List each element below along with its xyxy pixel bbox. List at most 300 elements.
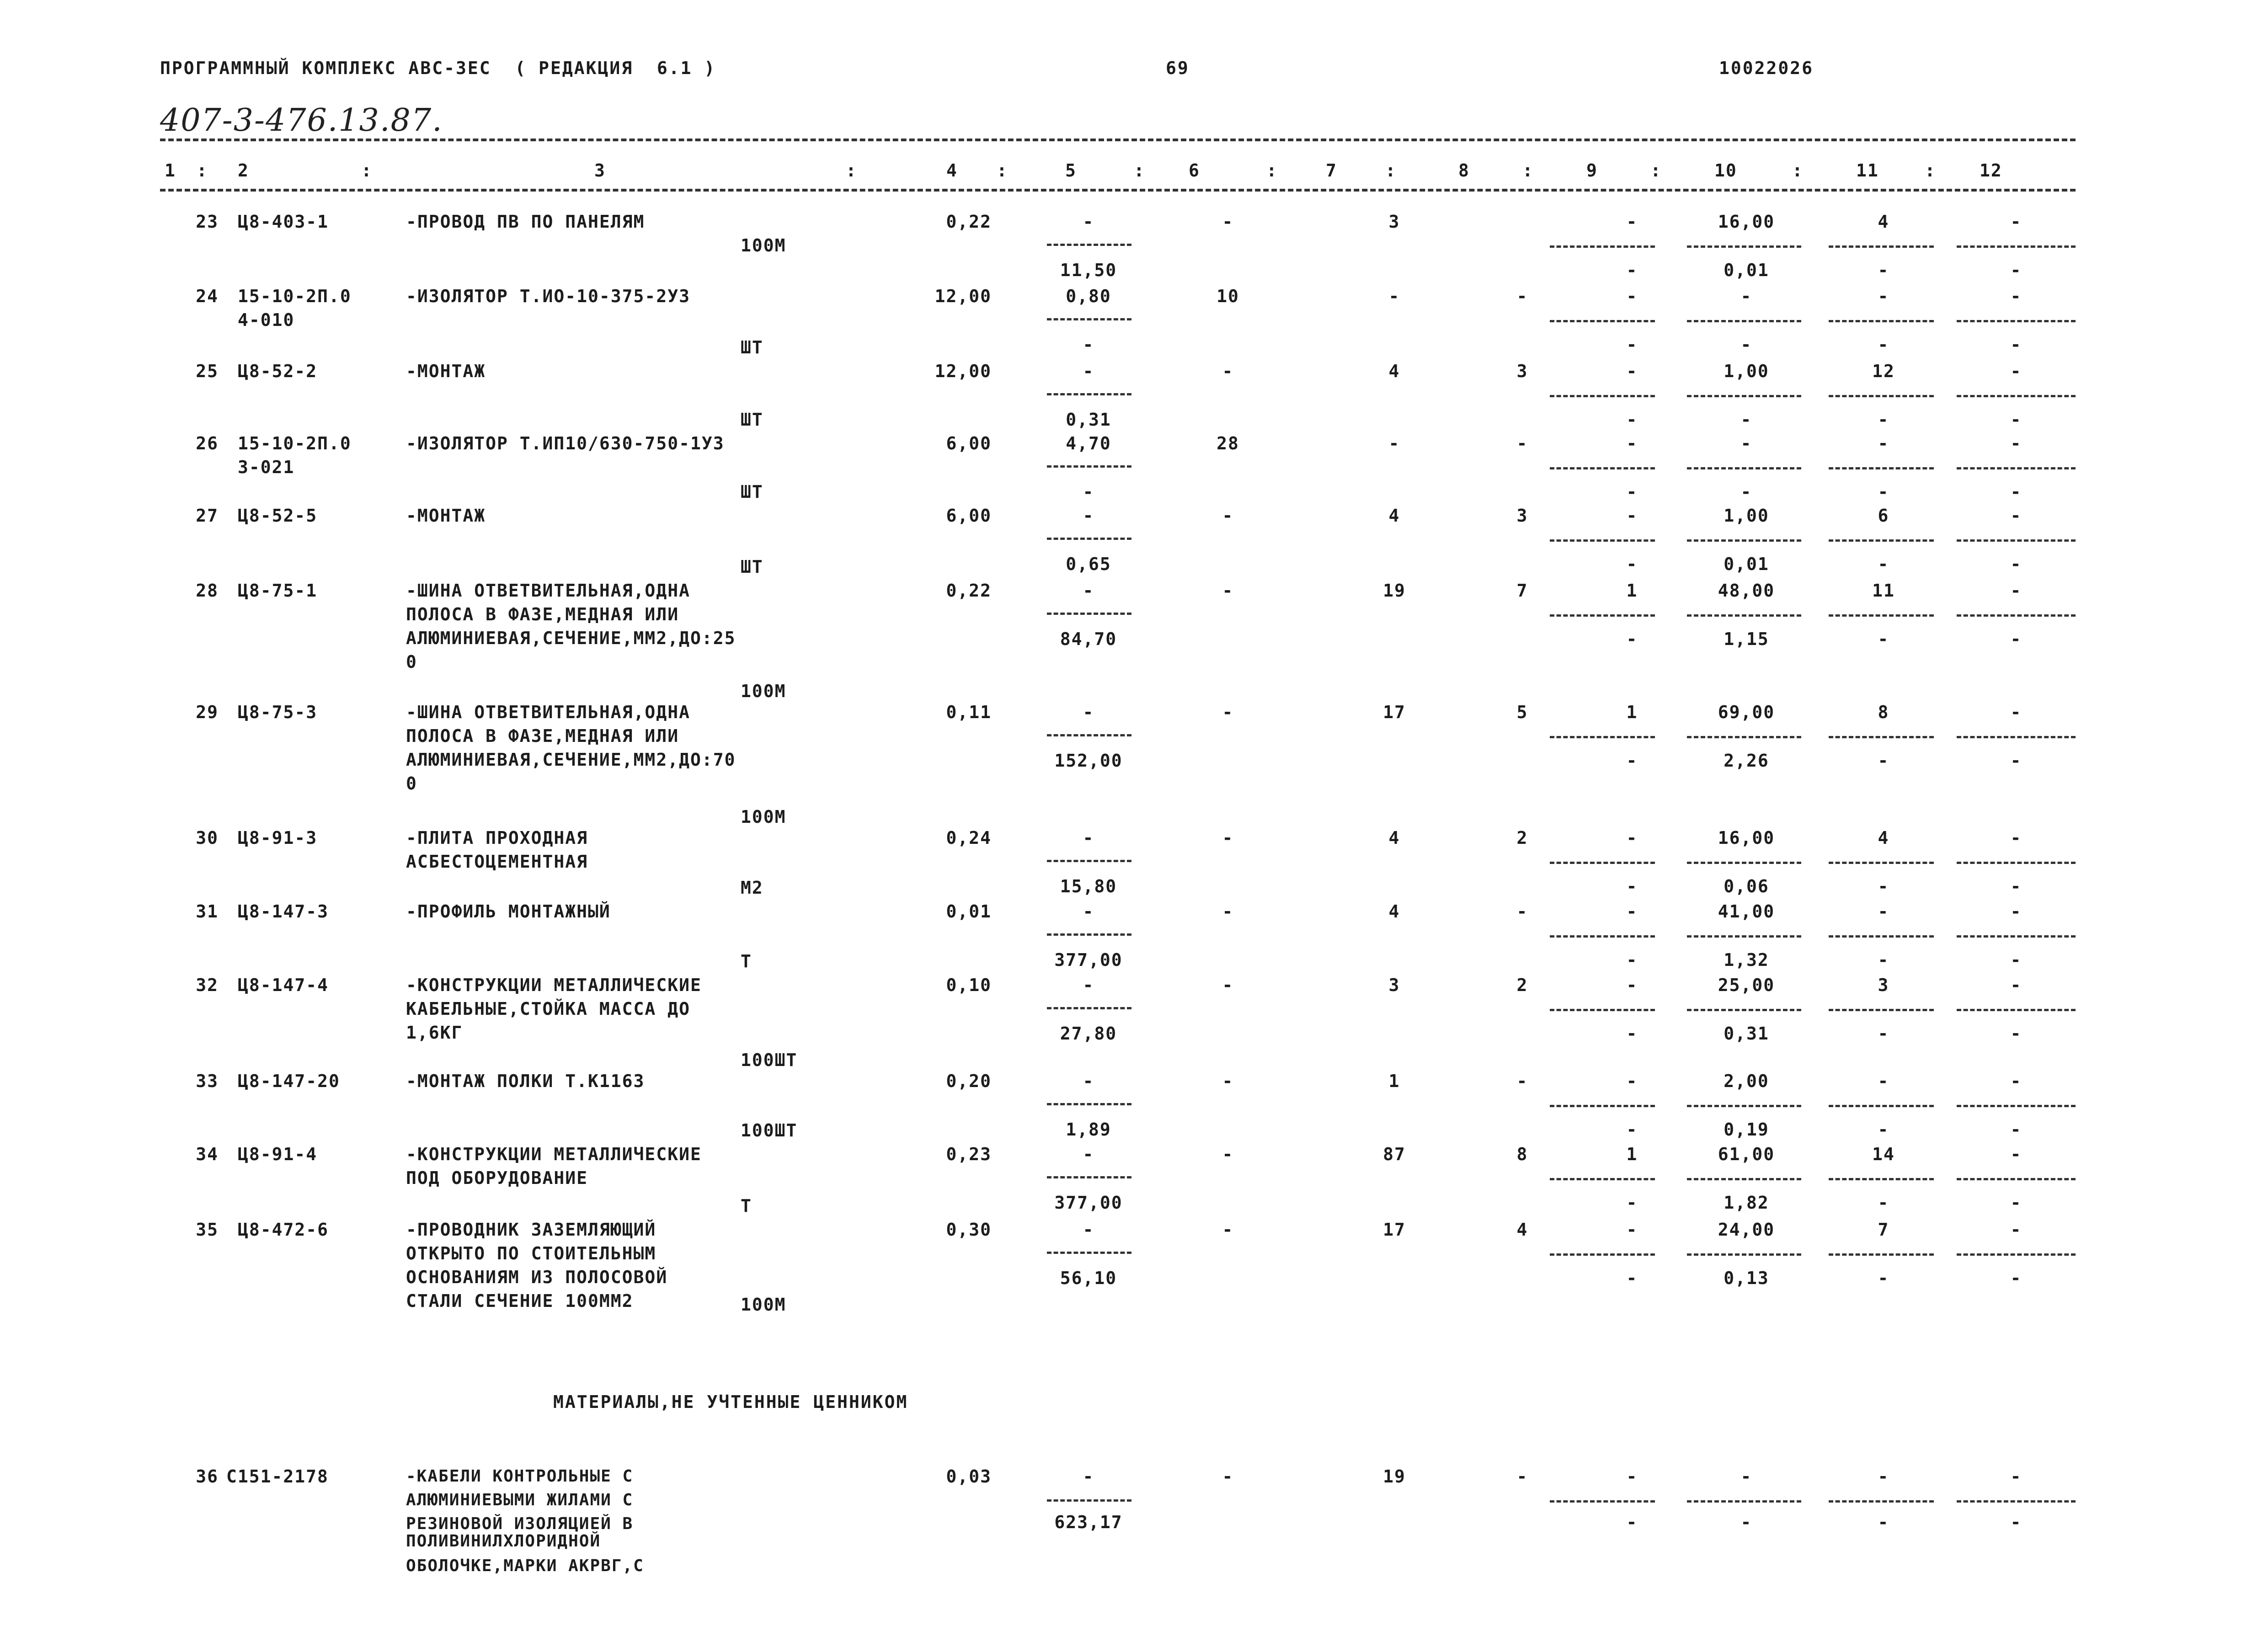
- row-code: Ц8-91-3: [238, 828, 318, 848]
- cell-col8: 7: [1516, 581, 1528, 601]
- cell-col7: 87: [1383, 1144, 1406, 1164]
- row-subrule: [1957, 935, 2076, 938]
- row-subrule: [1957, 1009, 2076, 1011]
- cell-col9-sub: -: [1626, 751, 1638, 771]
- cell-col8: -: [1516, 433, 1528, 453]
- cell-col10: -: [1740, 286, 1752, 306]
- cell-col4: 0,11: [946, 702, 992, 722]
- cell-col11: -: [1878, 433, 1889, 453]
- cell-col9: -: [1626, 975, 1638, 995]
- column-header-2: 2: [238, 160, 249, 181]
- row-subrule: [1829, 245, 1934, 248]
- cell-col10: 41,00: [1718, 901, 1775, 922]
- row-subrule: [1687, 467, 1801, 469]
- cell-col12: -: [2010, 828, 2022, 848]
- column-header-1: 1: [165, 160, 176, 181]
- row-code: Ц8-91-4: [238, 1144, 318, 1164]
- column-header-8: 8: [1458, 160, 1470, 181]
- row-unit: ШТ: [741, 337, 763, 357]
- row-subrule: [1687, 539, 1801, 542]
- cell-col11-sub: -: [1878, 1512, 1889, 1532]
- row-code: Ц8-52-2: [238, 361, 318, 381]
- row-number: 34: [196, 1144, 219, 1164]
- cell-col4: 0,24: [946, 828, 992, 848]
- row-description: 0: [406, 652, 417, 672]
- cell-col9: -: [1626, 361, 1638, 381]
- cell-col6: -: [1222, 361, 1234, 381]
- row-description: -ПРОФИЛЬ МОНТАЖНЫЙ: [406, 901, 611, 922]
- cell-col5: -: [1083, 1220, 1094, 1240]
- cell-col8: 2: [1516, 975, 1528, 995]
- cell-col5-sub: 152,00: [1054, 751, 1123, 771]
- cell-col10-sub: 0,19: [1724, 1119, 1769, 1140]
- row-number: 33: [196, 1071, 219, 1091]
- row-description: -МОНТАЖ: [406, 506, 486, 526]
- cell-col5: 4,70: [1066, 433, 1111, 453]
- cell-col5-sub: 84,70: [1060, 629, 1117, 649]
- cell-col10: 61,00: [1718, 1144, 1775, 1164]
- row-description: -ШИНА ОТВЕТВИТЕЛЬНАЯ,ОДНА: [406, 581, 690, 601]
- cell-col5: -: [1083, 361, 1094, 381]
- cell-col12: -: [2010, 1144, 2022, 1164]
- row-number: 26: [196, 433, 219, 453]
- cell-col10-sub: 0,01: [1724, 554, 1769, 574]
- row-subrule: [1550, 320, 1655, 322]
- cell-col12: -: [2010, 1466, 2022, 1487]
- cell-col12-sub: -: [2010, 410, 2022, 430]
- cell-col6: -: [1222, 1144, 1234, 1164]
- row-subrule: [1550, 614, 1655, 617]
- cell-col12-sub: -: [2010, 1023, 2022, 1044]
- row-subrule: [1047, 1176, 1131, 1178]
- cell-col5: -: [1083, 506, 1094, 526]
- cell-col4: 0,03: [946, 1466, 992, 1487]
- cell-col10-sub: -: [1740, 410, 1752, 430]
- cell-col5-sub: -: [1083, 482, 1094, 502]
- column-separator: :: [846, 160, 857, 181]
- cell-col5-sub: 623,17: [1054, 1512, 1123, 1532]
- row-subrule: [1829, 539, 1934, 542]
- cell-col11-sub: -: [1878, 1193, 1889, 1213]
- cell-col9-sub: -: [1626, 482, 1638, 502]
- cell-col4: 0,01: [946, 901, 992, 922]
- cell-col11: 6: [1878, 506, 1889, 526]
- cell-col11: -: [1878, 286, 1889, 306]
- cell-col6: 28: [1217, 433, 1239, 453]
- row-subrule: [1687, 614, 1801, 617]
- cell-col12-sub: -: [2010, 1268, 2022, 1288]
- cell-col9: -: [1626, 1071, 1638, 1091]
- cell-col9-sub: -: [1626, 1512, 1638, 1532]
- cell-col4: 0,22: [946, 581, 992, 601]
- cell-col5-sub: 1,89: [1066, 1119, 1111, 1140]
- cell-col6: -: [1222, 212, 1234, 232]
- cell-col5-sub: 11,50: [1060, 260, 1117, 280]
- row-subrule: [1687, 1253, 1801, 1256]
- cell-col8: 4: [1516, 1220, 1528, 1240]
- cell-col12: -: [2010, 212, 2022, 232]
- row-code: Ц8-75-3: [238, 702, 318, 722]
- row-number: 28: [196, 581, 219, 601]
- cell-col7: 4: [1388, 361, 1400, 381]
- cell-col12-sub: -: [2010, 751, 2022, 771]
- cell-col9: -: [1626, 1220, 1638, 1240]
- cell-col10: 1,00: [1724, 361, 1769, 381]
- row-subrule: [1957, 467, 2076, 469]
- cell-col9-sub: -: [1626, 950, 1638, 970]
- cell-col11: 12: [1872, 361, 1895, 381]
- row-unit: 100М: [741, 681, 786, 701]
- cell-col5: -: [1083, 212, 1094, 232]
- cell-col7: 1: [1388, 1071, 1400, 1091]
- cell-col9-sub: -: [1626, 876, 1638, 896]
- row-subrule: [1550, 935, 1655, 938]
- cell-col9: -: [1626, 901, 1638, 922]
- cell-col11: 14: [1872, 1144, 1895, 1164]
- row-subrule: [1829, 395, 1934, 397]
- cell-col11: 3: [1878, 975, 1889, 995]
- row-description: 0: [406, 773, 417, 794]
- cell-col4: 12,00: [934, 361, 992, 381]
- row-subrule: [1957, 1500, 2076, 1503]
- cell-col7: 4: [1388, 506, 1400, 526]
- row-description: АЛЮМИНИЕВАЯ,СЕЧЕНИЕ,ММ2,ДО:25: [406, 628, 736, 648]
- row-subrule: [1687, 1500, 1801, 1503]
- row-description: -МОНТАЖ: [406, 361, 486, 381]
- cell-col11-sub: -: [1878, 335, 1889, 355]
- cell-col4: 0,30: [946, 1220, 992, 1240]
- row-subrule: [1550, 395, 1655, 397]
- cell-col9: -: [1626, 506, 1638, 526]
- cell-col7: 17: [1383, 702, 1406, 722]
- cell-col12: -: [2010, 1220, 2022, 1240]
- column-header-6: 6: [1189, 160, 1200, 181]
- row-number: 24: [196, 286, 219, 306]
- cell-col12-sub: -: [2010, 1193, 2022, 1213]
- cell-col6: -: [1222, 1220, 1234, 1240]
- cell-col12: -: [2010, 286, 2022, 306]
- cell-col10-sub: 1,82: [1724, 1193, 1769, 1213]
- cell-col10: 24,00: [1718, 1220, 1775, 1240]
- row-subrule: [1957, 736, 2076, 738]
- column-separator: :: [1650, 160, 1662, 181]
- row-subrule: [1047, 933, 1131, 936]
- cell-col5: -: [1083, 581, 1094, 601]
- cell-col10-sub: 2,26: [1724, 751, 1769, 771]
- cell-col7: 4: [1388, 901, 1400, 922]
- row-subrule: [1829, 1105, 1934, 1107]
- row-number: 35: [196, 1220, 219, 1240]
- row-number: 36: [196, 1466, 219, 1487]
- row-description: ОСНОВАНИЯМ ИЗ ПОЛОСОВОЙ: [406, 1267, 668, 1287]
- cell-col10: 48,00: [1718, 581, 1775, 601]
- cell-col4: 12,00: [934, 286, 992, 306]
- cell-col5: -: [1083, 702, 1094, 722]
- row-code: Ц8-403-1: [238, 212, 329, 232]
- row-unit: 100ШТ: [741, 1050, 798, 1070]
- row-number: 32: [196, 975, 219, 995]
- cell-col10-sub: -: [1740, 482, 1752, 502]
- cell-col9-sub: -: [1626, 260, 1638, 280]
- cell-col12: -: [2010, 506, 2022, 526]
- section-title: МАТЕРИАЛЫ,НЕ УЧТЕННЫЕ ЦЕННИКОМ: [553, 1392, 908, 1412]
- cell-col8: 8: [1516, 1144, 1528, 1164]
- cell-col5: -: [1083, 1071, 1094, 1091]
- row-subrule: [1047, 244, 1131, 246]
- cell-col11-sub: -: [1878, 629, 1889, 649]
- cell-col10-sub: -: [1740, 1512, 1752, 1532]
- cell-col11-sub: -: [1878, 1023, 1889, 1044]
- cell-col10: 16,00: [1718, 828, 1775, 848]
- row-subrule: [1957, 320, 2076, 322]
- row-description: ПОД ОБОРУДОВАНИЕ: [406, 1168, 588, 1188]
- cell-col12-sub: -: [2010, 482, 2022, 502]
- row-subrule: [1687, 395, 1801, 397]
- row-subrule: [1047, 613, 1131, 615]
- row-description: -ПЛИТА ПРОХОДНАЯ: [406, 828, 588, 848]
- cell-col10-sub: -: [1740, 335, 1752, 355]
- cell-col11: 7: [1878, 1220, 1889, 1240]
- column-header-12: 12: [1980, 160, 2002, 181]
- row-description: -ПРОВОДНИК ЗАЗЕМЛЯЮЩИЙ: [406, 1220, 656, 1240]
- cell-col5-sub: 377,00: [1054, 950, 1123, 970]
- row-code: 15-10-2П.0: [238, 433, 352, 453]
- row-subrule: [1829, 935, 1934, 938]
- row-subrule: [1550, 862, 1655, 864]
- cell-col9-sub: -: [1626, 1268, 1638, 1288]
- cell-col12: -: [2010, 702, 2022, 722]
- cell-col11-sub: -: [1878, 482, 1889, 502]
- cell-col8: 3: [1516, 506, 1528, 526]
- row-description: -МОНТАЖ ПОЛКИ Т.К1163: [406, 1071, 645, 1091]
- row-description: АЛЮМИНИЕВАЯ,СЕЧЕНИЕ,ММ2,ДО:70: [406, 750, 736, 770]
- cell-col5-sub: 377,00: [1054, 1193, 1123, 1213]
- cell-col6: -: [1222, 901, 1234, 922]
- program-title: ПРОГРАММНЫЙ КОМПЛЕКС АВС-3ЕС ( РЕДАКЦИЯ 6.1 ): [160, 58, 716, 78]
- cell-col11-sub: -: [1878, 554, 1889, 574]
- row-code: Ц8-52-5: [238, 506, 318, 526]
- column-header-10: 10: [1714, 160, 1737, 181]
- row-subrule: [1550, 467, 1655, 469]
- cell-col6: -: [1222, 1466, 1234, 1487]
- row-unit: М2: [741, 878, 763, 898]
- row-subrule: [1957, 614, 2076, 617]
- cell-col7: 19: [1383, 1466, 1406, 1487]
- row-subrule: [1047, 318, 1131, 320]
- column-header-3: 3: [594, 160, 606, 181]
- row-number: 29: [196, 702, 219, 722]
- row-description: КАБЕЛЬНЫЕ,СТОЙКА МАССА ДО: [406, 999, 690, 1019]
- cell-col9-sub: -: [1626, 335, 1638, 355]
- row-description: РЕЗИНОВОЙ ИЗОЛЯЦИЕЙ В: [406, 1514, 634, 1533]
- cell-col9-sub: -: [1626, 1119, 1638, 1140]
- handwritten-document-number: 407-3-476.13.87.: [160, 102, 443, 139]
- cell-col11: 4: [1878, 828, 1889, 848]
- cell-col4: 0,22: [946, 212, 992, 232]
- row-subrule: [1957, 539, 2076, 542]
- cell-col11-sub: -: [1878, 876, 1889, 896]
- cell-col4: 6,00: [946, 506, 992, 526]
- row-number: 31: [196, 901, 219, 922]
- cell-col6: -: [1222, 975, 1234, 995]
- row-code: С151-2178: [226, 1466, 329, 1487]
- cell-col9: -: [1626, 212, 1638, 232]
- cell-col4: 6,00: [946, 433, 992, 453]
- cell-col6: -: [1222, 828, 1234, 848]
- row-subrule: [1829, 1009, 1934, 1011]
- column-separator: :: [1792, 160, 1804, 181]
- cell-col6: -: [1222, 506, 1234, 526]
- row-description: ПОЛИВИНИЛХЛОРИДНОЙ: [406, 1532, 601, 1551]
- column-separator: :: [361, 160, 373, 181]
- cell-col10: -: [1740, 433, 1752, 453]
- top-rule: [160, 139, 2076, 141]
- cell-col11: 8: [1878, 702, 1889, 722]
- row-subrule: [1687, 1009, 1801, 1011]
- row-description: -КОНСТРУКЦИИ МЕТАЛЛИЧЕСКИЕ: [406, 1144, 702, 1164]
- cell-col12-sub: -: [2010, 876, 2022, 896]
- cell-col12: -: [2010, 361, 2022, 381]
- column-header-rule: [160, 189, 2076, 192]
- row-description: -ИЗОЛЯТОР Т.ИП10/630-750-1У3: [406, 433, 725, 453]
- cell-col9-sub: -: [1626, 629, 1638, 649]
- row-subrule: [1550, 1105, 1655, 1107]
- cell-col5-sub: 56,10: [1060, 1268, 1117, 1288]
- row-description: ПОЛОСА В ФАЗЕ,МЕДНАЯ ИЛИ: [406, 726, 679, 746]
- cell-col11-sub: -: [1878, 950, 1889, 970]
- cell-col4: 0,23: [946, 1144, 992, 1164]
- row-subrule: [1957, 1253, 2076, 1256]
- cell-col5-sub: 27,80: [1060, 1023, 1117, 1044]
- row-description: ОТКРЫТО ПО СТОИТЕЛЬНЫМ: [406, 1243, 656, 1263]
- cell-col6: -: [1222, 581, 1234, 601]
- cell-col12: -: [2010, 975, 2022, 995]
- row-description: -ШИНА ОТВЕТВИТЕЛЬНАЯ,ОДНА: [406, 702, 690, 722]
- row-description: АЛЮМИНИЕВЫМИ ЖИЛАМИ С: [406, 1491, 634, 1509]
- row-code: 4-010: [238, 310, 295, 330]
- cell-col9-sub: -: [1626, 1023, 1638, 1044]
- document-code: 10022026: [1719, 58, 1814, 78]
- column-separator: :: [197, 160, 208, 181]
- cell-col11: -: [1878, 901, 1889, 922]
- row-description: -ИЗОЛЯТОР Т.ИО-10-375-2У3: [406, 286, 690, 306]
- cell-col6: -: [1222, 702, 1234, 722]
- cell-col7: -: [1388, 433, 1400, 453]
- cell-col12: -: [2010, 1071, 2022, 1091]
- row-code: Ц8-472-6: [238, 1220, 329, 1240]
- row-subrule: [1829, 736, 1934, 738]
- row-subrule: [1687, 862, 1801, 864]
- cell-col11-sub: -: [1878, 260, 1889, 280]
- cell-col11: 4: [1878, 212, 1889, 232]
- row-subrule: [1047, 860, 1131, 862]
- cell-col5: -: [1083, 1466, 1094, 1487]
- cell-col10: 25,00: [1718, 975, 1775, 995]
- page-number: 69: [1166, 58, 1190, 78]
- cell-col10: 1,00: [1724, 506, 1769, 526]
- row-subrule: [1047, 393, 1131, 395]
- row-subrule: [1550, 736, 1655, 738]
- cell-col12-sub: -: [2010, 554, 2022, 574]
- cell-col6: 10: [1217, 286, 1239, 306]
- column-header-11: 11: [1856, 160, 1879, 181]
- row-subrule: [1957, 862, 2076, 864]
- column-separator: :: [1385, 160, 1397, 181]
- cell-col9: 1: [1626, 1144, 1638, 1164]
- row-description: -КАБЕЛИ КОНТРОЛЬНЫЕ С: [406, 1467, 634, 1486]
- row-code: Ц8-147-4: [238, 975, 329, 995]
- row-description: СТАЛИ СЕЧЕНИЕ 100ММ2: [406, 1291, 634, 1311]
- column-header-9: 9: [1586, 160, 1598, 181]
- row-number: 25: [196, 361, 219, 381]
- cell-col10-sub: 0,31: [1724, 1023, 1769, 1044]
- cell-col11: 11: [1872, 581, 1895, 601]
- cell-col10: 2,00: [1724, 1071, 1769, 1091]
- row-subrule: [1957, 395, 2076, 397]
- row-description: АСБЕСТОЦЕМЕНТНАЯ: [406, 852, 588, 872]
- row-description: -ПРОВОД ПВ ПО ПАНЕЛЯМ: [406, 212, 645, 232]
- row-subrule: [1047, 734, 1131, 736]
- row-subrule: [1550, 1253, 1655, 1256]
- cell-col6: -: [1222, 1071, 1234, 1091]
- column-separator: :: [997, 160, 1008, 181]
- cell-col9: -: [1626, 286, 1638, 306]
- cell-col11-sub: -: [1878, 1119, 1889, 1140]
- cell-col9-sub: -: [1626, 410, 1638, 430]
- row-unit: Т: [741, 1196, 752, 1216]
- row-number: 27: [196, 506, 219, 526]
- cell-col8: 2: [1516, 828, 1528, 848]
- column-separator: :: [1266, 160, 1278, 181]
- row-unit: 100М: [741, 807, 786, 827]
- cell-col7: 3: [1388, 212, 1400, 232]
- row-subrule: [1829, 614, 1934, 617]
- row-subrule: [1829, 1178, 1934, 1180]
- row-code: Ц8-147-20: [238, 1071, 340, 1091]
- row-unit: Т: [741, 951, 752, 971]
- cell-col9: 1: [1626, 581, 1638, 601]
- cell-col11-sub: -: [1878, 410, 1889, 430]
- row-subrule: [1829, 1500, 1934, 1503]
- cell-col11-sub: -: [1878, 751, 1889, 771]
- column-header-4: 4: [946, 160, 958, 181]
- row-subrule: [1687, 935, 1801, 938]
- cell-col7: 4: [1388, 828, 1400, 848]
- cell-col12: -: [2010, 433, 2022, 453]
- cell-col5: 0,80: [1066, 286, 1111, 306]
- cell-col7: 3: [1388, 975, 1400, 995]
- cell-col10-sub: 1,15: [1724, 629, 1769, 649]
- cell-col8: -: [1516, 901, 1528, 922]
- cell-col12-sub: -: [2010, 260, 2022, 280]
- row-subrule: [1957, 245, 2076, 248]
- cell-col11: -: [1878, 1071, 1889, 1091]
- cell-col10: 16,00: [1718, 212, 1775, 232]
- cell-col9: -: [1626, 1466, 1638, 1487]
- cell-col10-sub: 0,01: [1724, 260, 1769, 280]
- row-subrule: [1829, 862, 1934, 864]
- row-code: 15-10-2П.0: [238, 286, 352, 306]
- cell-col7: 19: [1383, 581, 1406, 601]
- cell-col8: -: [1516, 286, 1528, 306]
- row-subrule: [1687, 736, 1801, 738]
- row-subrule: [1687, 1105, 1801, 1107]
- cell-col11-sub: -: [1878, 1268, 1889, 1288]
- row-subrule: [1550, 1009, 1655, 1011]
- row-subrule: [1047, 1007, 1131, 1009]
- row-subrule: [1047, 1103, 1131, 1105]
- column-separator: :: [1522, 160, 1534, 181]
